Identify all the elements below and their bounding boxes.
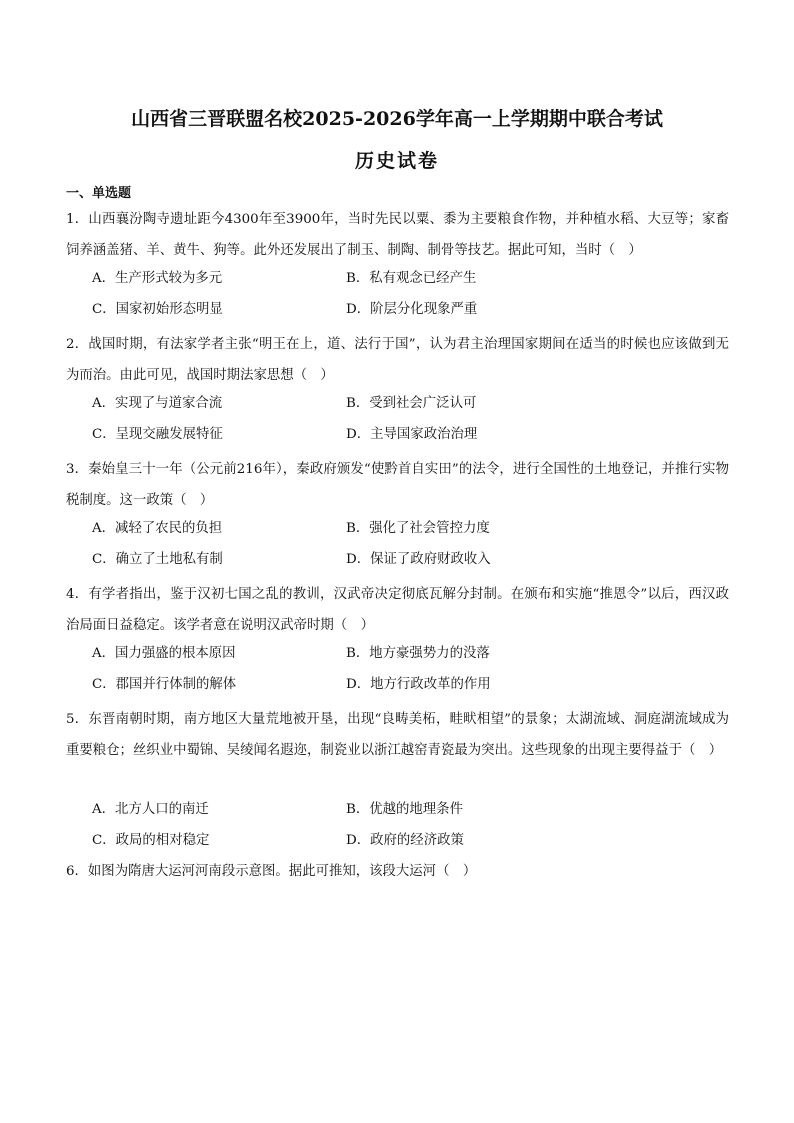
question-1-option-a: A．生产形式较为多元 (92, 271, 223, 286)
question-3-option-a: A．减轻了农民的负担 (92, 521, 223, 536)
question-1-option-b: B．私有观念已经产生 (346, 271, 477, 286)
question-3-option-b: B．强化了社会管控力度 (346, 521, 490, 536)
question-6-stem: 6．如图为隋唐大运河河南段示意图。据此可推知，该段大运河（ ） (66, 864, 477, 879)
question-3-option-d: D．保证了政府财政收入 (346, 552, 491, 567)
question-5-option-b: B．优越的地理条件 (346, 802, 463, 817)
question-5-option-d: D．政府的经济政策 (346, 833, 464, 848)
question-2-options-row-2 (92, 423, 712, 447)
question-2-option-c: C．呈现交融发展特征 (92, 427, 223, 442)
question-3-options-row-1 (92, 517, 712, 541)
question-5-stem: 5．东晋南朝时期，南方地区大量荒地被开垦，出现“良畴美柘，畦畎相望”的景象；太湖流域、洞庭湖流域成为重要粮仓；丝织业中蜀锦、吴绫闻名遐迩，制瓷业以浙江越窑青瓷最为突出。这些现象的出现主要得益于（ ） (66, 712, 729, 758)
question-4-option-c: C．郡国并行体制的解体 (92, 677, 237, 692)
question-4-option-b: B．地方豪强势力的没落 (346, 646, 490, 661)
question-5-option-c: C．政局的相对稳定 (92, 833, 210, 848)
question-3-stem: 3．秦始皇三十一年（公元前216年），秦政府颁发“使黔首自实田”的法令，进行全国性的土地登记，并推行实物税制度。这一政策（ ） (66, 462, 729, 508)
question-4-options-row-1 (92, 642, 712, 666)
question-2-option-d: D．主导国家政治治理 (346, 427, 478, 442)
question-2-stem: 2．战国时期，有法家学者主张“明王在上，道、法行于国”，认为君主治理国家期间在适当的时候也应该做到无为而治。由此可见，战国时期法家思想（ ） (66, 337, 729, 383)
section-heading: 一、单选题 (66, 186, 132, 201)
question-4-option-a: A．国力强盛的根本原因 (92, 646, 236, 661)
question-3-option-c: C．确立了土地私有制 (92, 552, 223, 567)
question-1-option-c: C．国家初始形态明显 (92, 302, 223, 317)
question-1-option-d: D．阶层分化现象严重 (346, 302, 478, 317)
question-5-option-a: A．北方人口的南迁 (92, 802, 209, 817)
question-2-options-row-1 (92, 392, 712, 416)
exam-subtitle: 历史试卷 (354, 150, 439, 172)
question-4-options-row-2 (92, 673, 712, 697)
question-1-options-row-2 (92, 298, 712, 322)
question-3-options-row-2 (92, 548, 712, 572)
question-2-option-a: A．实现了与道家合流 (92, 396, 223, 411)
question-4-option-d: D．地方行政改革的作用 (346, 677, 491, 692)
question-5-options-row-1 (92, 798, 712, 822)
exam-title: 山西省三晋联盟名校2025-2026学年高一上学期期中联合考试 (131, 108, 663, 130)
question-2-option-b: B．受到社会广泛认可 (346, 396, 477, 411)
question-4-stem: 4．有学者指出，鉴于汉初七国之乱的教训，汉武帝决定彻底瓦解分封制。在颁布和实施“推恩令”以后，西汉政治局面日益稳定。该学者意在说明汉武帝时期（ ） (66, 587, 729, 633)
question-1-options-row-1 (92, 267, 712, 291)
question-1-stem: 1．山西襄汾陶寺遗址距今4300年至3900年，当时先民以粟、黍为主要粮食作物，并种植水稻、大豆等；家畜饲养涵盖猪、羊、黄牛、狗等。此外还发展出了制玉、制陶、制骨等技艺。据此可知，当时（ ） (66, 212, 729, 258)
question-5-options-row-2 (92, 829, 712, 853)
